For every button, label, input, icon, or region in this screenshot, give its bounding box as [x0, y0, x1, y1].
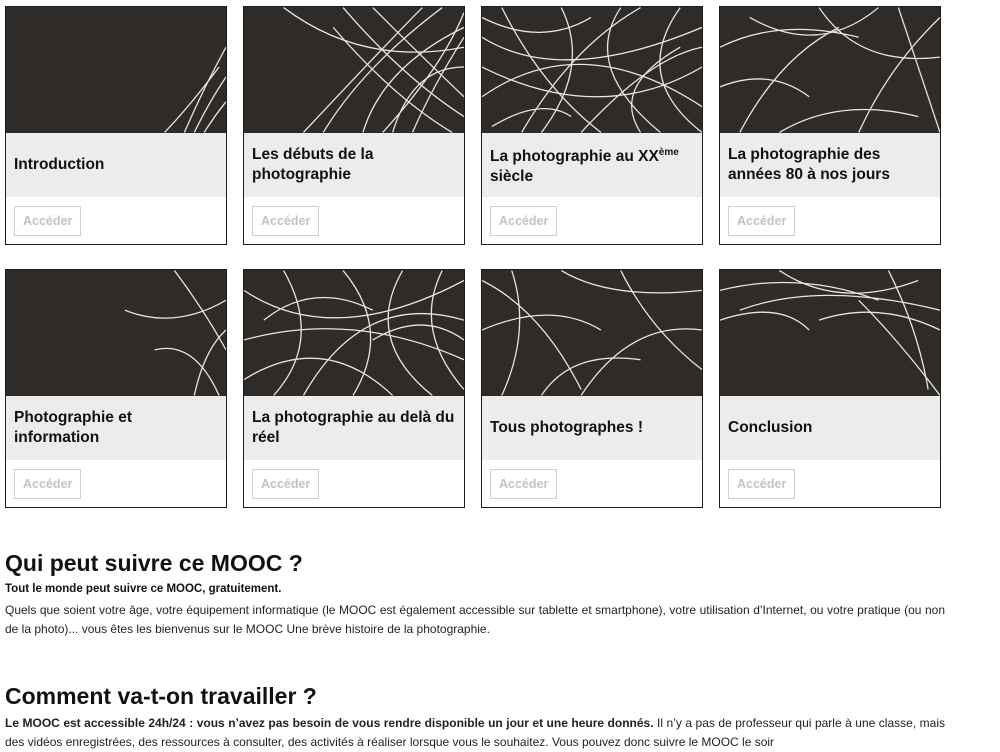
who-heading: Qui peut suivre ce MOOC ? — [5, 550, 303, 576]
grass-photo-image — [720, 270, 940, 396]
course-card — [5, 6, 227, 245]
access-button[interactable]: Accéder — [14, 469, 81, 499]
who-lead: Tout le monde peut suivre ce MOOC, gratuitement. — [5, 583, 282, 595]
course-thumbnail — [6, 7, 226, 133]
how-text: Le MOOC est accessible 24h/24 : vous n’avez pas besoin de vous rendre disponible un jour et une heure donnés. Il n’y a pas de professeur qui parle à une classe, mais des vidéos enregistrées, des ressources à consulter, des activités à réaliser lorsque vous le souhaitez. Vous pouvez donc suivre le MOOC le soir — [5, 716, 945, 749]
course-row-1 — [5, 6, 945, 245]
course-thumbnail — [720, 270, 940, 396]
course-card — [719, 6, 941, 245]
access-button[interactable]: Accéder — [728, 206, 795, 236]
course-title: Conclusion — [728, 419, 813, 436]
course-card — [243, 269, 465, 508]
who-section — [5, 550, 945, 639]
course-title: Photographie et information — [14, 409, 132, 446]
course-thumbnail — [720, 7, 940, 133]
course-title: La photographie des années 80 à nos jours — [728, 146, 890, 183]
how-lead: Le MOOC est accessible 24h/24 : vous n’avez pas besoin de vous rendre disponible un jour et une heure donnés. — [5, 716, 654, 730]
grass-photo-image — [6, 7, 226, 133]
course-card — [243, 6, 465, 245]
course-title: La photographie au delà du réel — [252, 409, 455, 446]
grass-photo-image — [482, 270, 702, 396]
course-card — [5, 269, 227, 508]
course-card — [481, 6, 703, 245]
course-title: Tous photographes ! — [490, 419, 643, 436]
course-row-2 — [5, 269, 945, 508]
grass-photo-image — [482, 7, 702, 133]
course-grid — [5, 6, 945, 532]
grass-photo-image — [244, 270, 464, 396]
how-heading: Comment va-t-on travailler ? — [5, 683, 317, 709]
how-section — [5, 683, 945, 752]
course-title: La photographie au XXème siècle — [490, 146, 679, 186]
course-thumbnail — [244, 7, 464, 133]
grass-photo-image — [244, 7, 464, 133]
access-button[interactable]: Accéder — [252, 469, 319, 499]
access-button[interactable]: Accéder — [14, 206, 81, 236]
course-thumbnail — [6, 270, 226, 396]
course-title: Les débuts de la photographie — [252, 146, 374, 183]
grass-photo-image — [6, 270, 226, 396]
course-title: Introduction — [14, 156, 105, 173]
access-button[interactable]: Accéder — [728, 469, 795, 499]
grass-photo-image — [720, 7, 940, 133]
course-card — [481, 269, 703, 508]
course-card — [719, 269, 941, 508]
access-button[interactable]: Accéder — [490, 469, 557, 499]
course-thumbnail — [482, 270, 702, 396]
course-thumbnail — [482, 7, 702, 133]
who-text: Quels que soient votre âge, votre équipement informatique (le MOOC est également accessible sur tablette et smartphone), votre utilisation d’Internet, ou votre pratique (ou non de la photo)... vous êtes les bienvenus sur le MOOC Une brève histoire de la photographie. — [5, 603, 945, 636]
access-button[interactable]: Accéder — [490, 206, 557, 236]
course-thumbnail — [244, 270, 464, 396]
access-button[interactable]: Accéder — [252, 206, 319, 236]
